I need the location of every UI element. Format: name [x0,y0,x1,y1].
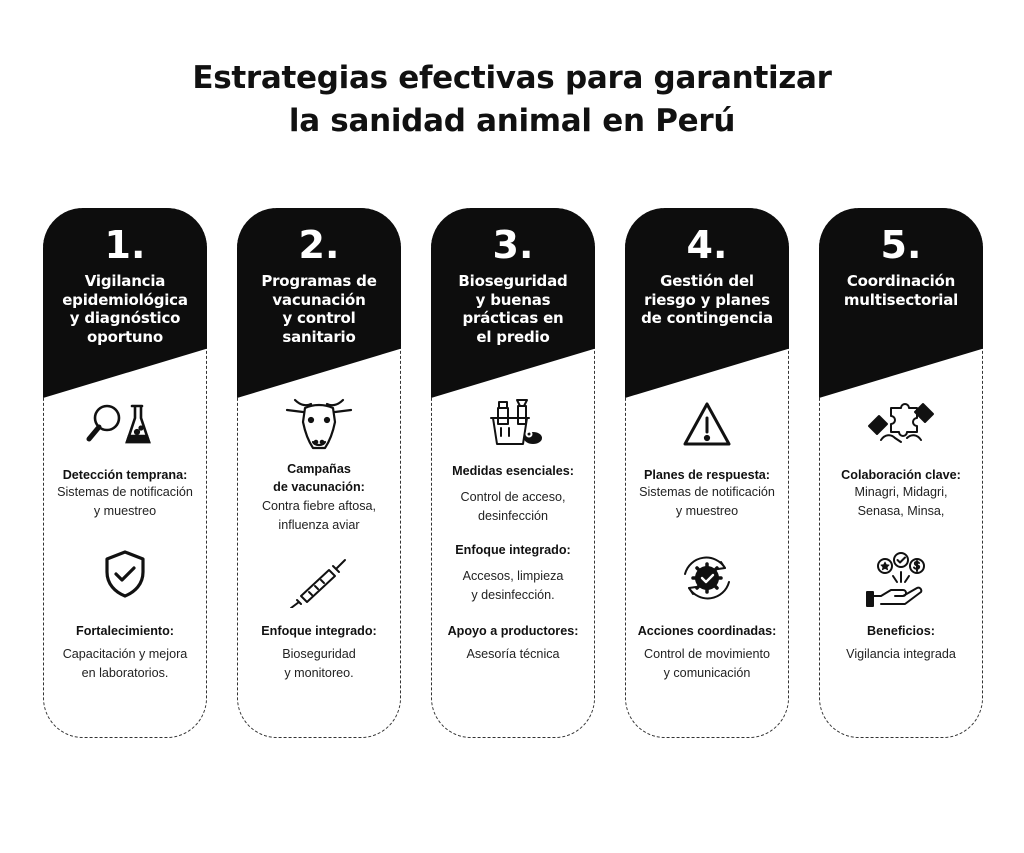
card-number: 1. [104,223,146,267]
strategy-card-1 [43,208,207,738]
vaccination-campaign-text: Contra fiebre aftosa, influenza aviar [261,499,377,532]
essential-measures-label: Medidas esenciales: [452,464,574,478]
title-line-2: la sanidad animal en Perú [288,103,736,139]
response-plans-text: Sistemas de notificación y muestreo [639,485,775,518]
cleaning-supplies-icon [473,394,553,450]
benefits-label: Beneficios: [867,624,935,638]
card-heading: Gestión del riesgo y planes de contingencia [641,272,773,327]
card-number: 4. [686,223,728,267]
key-collaboration-text: Minagri, Midagri, Senasa, Minsa, [854,485,948,518]
integrated-approach-text: Accesos, limpieza y desinfección. [462,569,564,602]
essential-measures-text: Control de acceso, desinfección [460,490,566,523]
card-heading: Vigilancia epidemiológica y diagnóstico oportuno [62,272,188,346]
card-number: 5. [880,223,922,267]
detection-label: Detección temprana: [62,468,188,482]
integrated-approach-label: Enfoque integrado: [261,624,377,638]
puzzle-collaboration-icon [861,396,941,452]
integrated-approach-text: Bioseguridad y monitoreo. [282,647,356,680]
response-plans-label: Planes de respuesta: [644,468,770,482]
gear-cycle-icon [667,552,747,604]
vaccination-campaign-label: Campañas de vacunación: [273,462,365,494]
card-heading: Programas de vacunación y control sanitario [261,272,377,346]
warning-icon [667,398,747,450]
cow-icon [279,392,359,454]
strategy-card-3 [431,208,595,738]
coordinated-actions-text: Control de movimiento y comunicación [644,647,770,680]
card-heading: Bioseguridad y buenas prácticas en el predio [458,272,568,346]
strategy-card-4 [625,208,789,738]
strengthening-label: Fortalecimiento: [76,624,174,638]
shield-check-icon [85,548,165,600]
producer-support-label: Apoyo a productores: [447,624,579,638]
strengthening-text: Capacitación y mejora en laboratorios. [62,647,188,680]
syringe-icon [279,556,359,608]
benefits-text: Vigilancia integrada [846,647,956,661]
card-number: 3. [492,223,534,267]
strategy-card-5 [819,208,983,738]
producer-support-text: Asesoría técnica [466,647,560,661]
detection-text: Sistemas de notificación y muestreo [57,485,193,518]
strategy-card-2 [237,208,401,738]
card-number: 2. [298,223,340,267]
coordinated-actions-label: Acciones coordinadas: [637,624,777,638]
integrated-approach-label: Enfoque integrado: [455,543,571,557]
key-collaboration-label: Colaboración clave: [841,468,961,482]
title-line-1: Estrategias efectivas para garantizar [192,60,832,96]
card-heading: Coordinación multisectorial [843,272,959,309]
hand-benefits-icon [861,550,941,608]
magnifier-flask-icon [85,398,165,450]
page-title [0,57,1024,143]
